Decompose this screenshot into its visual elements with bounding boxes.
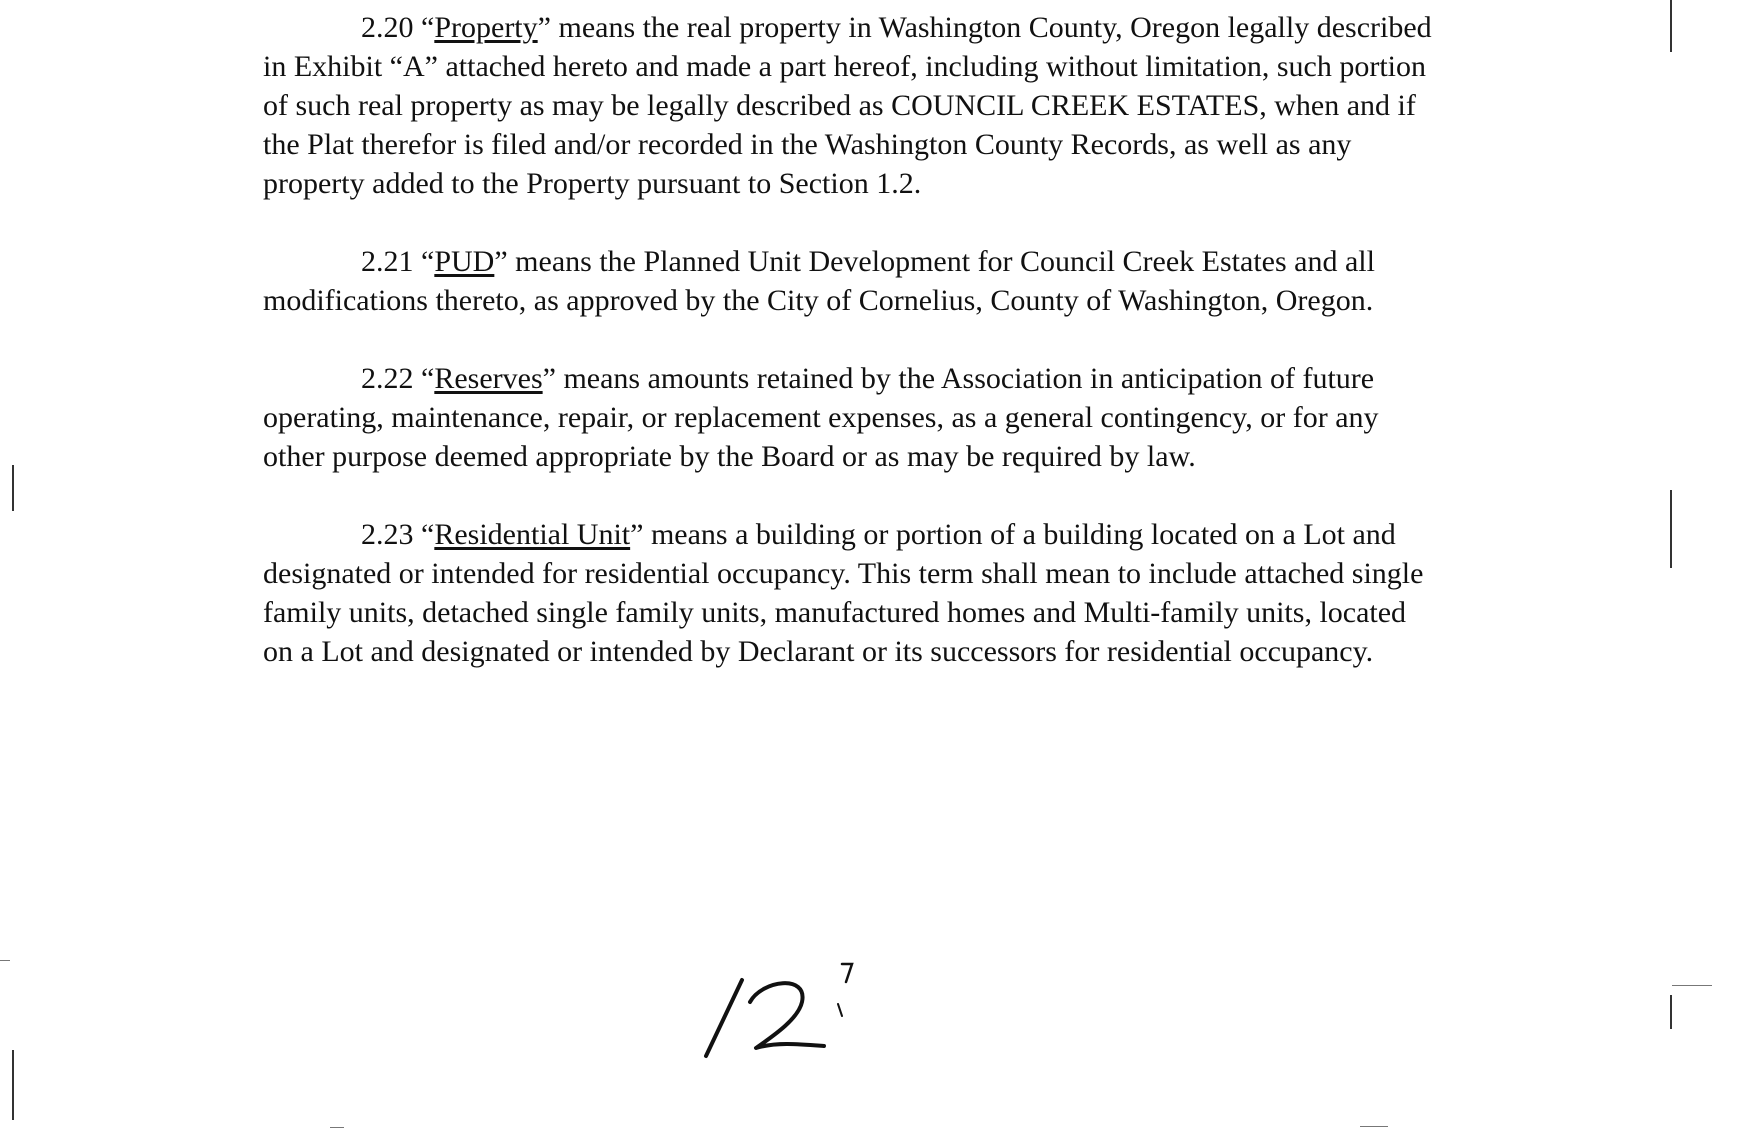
defined-term-residential-unit: Residential Unit — [434, 518, 631, 551]
open-quote: “ — [421, 245, 435, 278]
section-number: 2.20 — [361, 11, 414, 44]
section-number: 2.22 — [361, 362, 414, 395]
open-quote: “ — [421, 11, 435, 44]
close-quote: ” — [542, 362, 556, 395]
handwritten-page-number — [690, 960, 870, 1070]
close-quote: ” — [537, 11, 551, 44]
close-quote: ” — [494, 245, 508, 278]
scan-margin-mark — [12, 1050, 14, 1120]
scan-margin-mark — [1670, 0, 1672, 52]
open-quote: “ — [421, 362, 435, 395]
definition-text: means amounts retained by the Association in anticipation of future operating, maintenance, repair, or replacement expenses, as a general contingency, or for any other purpose deemed appropriate by the Board or as may be required by law. — [263, 362, 1379, 473]
section-2-21 — [263, 242, 1443, 320]
open-quote: “ — [421, 518, 435, 551]
section-2-20 — [263, 8, 1443, 203]
section-2-22 — [263, 359, 1443, 476]
definition-text: means the Planned Unit Development for Council Creek Estates and all modifications thereto, as approved by the City of Cornelius, County of Washington, Oregon. — [263, 245, 1375, 317]
close-quote: ” — [630, 518, 644, 551]
scan-margin-mark — [12, 465, 14, 511]
defined-term-pud: PUD — [434, 245, 495, 278]
section-2-23 — [263, 515, 1443, 671]
defined-term-property: Property — [434, 11, 538, 44]
defined-term-reserves: Reserves — [434, 362, 543, 395]
section-number: 2.23 — [361, 518, 414, 551]
scan-dot — [0, 960, 10, 961]
section-number: 2.21 — [361, 245, 414, 278]
scan-dot — [1672, 985, 1712, 986]
definitions-list — [263, 8, 1443, 710]
scan-margin-mark — [1670, 490, 1672, 568]
definition-text: means a building or portion of a building located on a Lot and designated or intended for residential occupancy. This term shall mean to include attached single family units, detached single family units, manufactured homes and Multi-family units, located on a Lot and designated or intended by Declarant or its successors for residential occupancy. — [263, 518, 1424, 668]
scan-margin-mark — [1670, 995, 1672, 1029]
definition-text: means the real property in Washington County, Oregon legally described in Exhibit “A” attached hereto and made a part hereof, including without limitation, such portion of such real property as may be legally described as COUNCIL CREEK ESTATES, when and if the Plat therefor is filed and/or recorded in the Washington County Records, as well as any property added to the Property pursuant to Section 1.2. — [263, 11, 1432, 200]
